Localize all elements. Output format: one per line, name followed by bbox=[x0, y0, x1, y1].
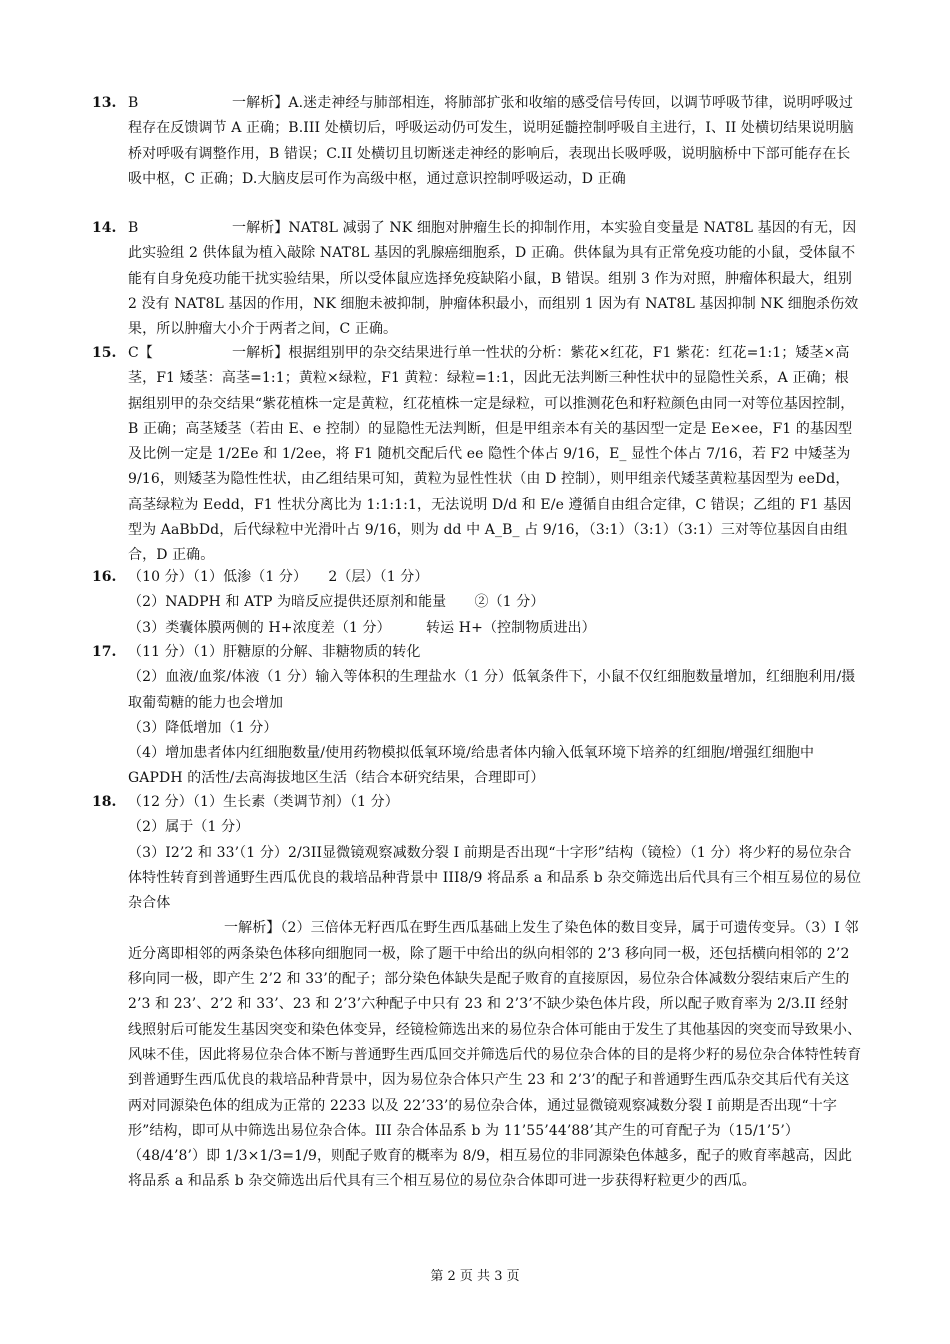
answer-line: （2）NADPH 和 ATP 为暗反应提供还原剂和能量 ②（1 分） bbox=[128, 594, 545, 611]
answer-text bbox=[128, 216, 862, 342]
answer-line: （3）I2’2 和 33’（1 分）2/3II显微镜观察减数分裂 I 前期是否出现“十字形”结构（镜检）（1 分）将少籽的易位杂合体特性转育到普通野生西瓜优良的栽培品种背景中 III8/9 将品系 a 和品系 b 杂交筛选出后代具有三个相互易位的易位杂合体 bbox=[128, 844, 862, 912]
question-number: 17. bbox=[92, 644, 117, 660]
answer-choice: B bbox=[128, 220, 139, 236]
question-15 bbox=[92, 341, 862, 569]
answer-line: （2）血液/血浆/体液（1 分）输入等体积的生理盐水（1 分）低氧条件下，小鼠不仅红细胞数量增加，红细胞利用/摄取葡萄糖的能力也会增加 bbox=[128, 669, 856, 711]
answer-line: （4）增加患者体内红细胞数量/使用药物模拟低氧环境/给患者体内输入低氧环境下培养的红细胞/增强红细胞中 GAPDH 的活性/去高海拔地区生活（结合本研究结果，合理即可） bbox=[128, 745, 815, 787]
answer-text bbox=[128, 341, 862, 569]
question-18 bbox=[92, 790, 862, 1195]
question-number: 16. bbox=[92, 569, 117, 585]
answer-text bbox=[128, 91, 862, 192]
answer-line: （3）降低增加（1 分） bbox=[128, 719, 278, 736]
explanation-text: 一解析】NAT8L 减弱了 NK 细胞对肿瘤生长的抑制作用，本实验自变量是 NAT8L 基因的有无，因此实验组 2 供体鼠为植入敲除 NAT8L 基因的乳腺癌细胞系，D 正确。供体鼠为具有正常免疫功能的小鼠，受体鼠不能有自身免疫功能干扰实验结果，所以受体鼠应选择免疫缺陷小鼠，B 错误。组别 3 作为对照，肿瘤体积最大，组别 2 没有 NAT8L 基因的作用，NK 细胞未被抑制，肿瘤体积最小，而组别 1 因为有 NAT8L 基因抑制 NK 细胞杀伤效果，所以肿瘤大小介于两者之间，C 正确。 bbox=[128, 220, 859, 338]
question-number: 13. bbox=[92, 95, 117, 111]
explanation-text bbox=[128, 916, 862, 1194]
question-body bbox=[128, 790, 862, 1195]
question-number: 15. bbox=[92, 345, 117, 361]
page-footer: 第 2 页 共 3 页 bbox=[430, 1269, 520, 1284]
answer-line: （10 分）（1）低渗（1 分） 2（层）（1 分） bbox=[128, 569, 429, 585]
question-number: 18. bbox=[92, 794, 117, 810]
explanation-text: 一解析】根据组别甲的杂交结果进行单一性状的分析：紫花×红花，F1 紫花：红花=1:1；矮茎×高茎，F1 矮茎：高茎=1:1；黄粒×绿粒，F1 黄粒：绿粒=1:1，因此无法判断三种性状中的显隐性关系，A 正确；根据组别甲的杂交结果“紫花植株一定是黄粒，红花植株一定是绿粒，可以推测花色和籽粒颜色由同一对等位基因控制，B 正确；高茎矮茎（若由 E、e 控制）的显隐性无法判断，但是甲组亲本有关的基因型一定是 Ee×ee，F1 的基因型及比例一定是 1/2Ee 和 1/2ee，将 F1 随机交配后代 ee 隐性个体占 9/16，E_ 显性个体占 7/16，若 F2 中矮茎为 9/16，则矮茎为隐性性状，由乙组结果可知，黄粒为显性性状（由 D 控制），则甲组亲代矮茎黄粒基因型为 eeDd，高茎绿粒为 Eedd，F1 性状分离比为 1:1:1:1，无法说明 D/d 和 E/e 遵循自由组合定律，C 错误；乙组的 F1 基因型为 AaBbDd，后代绿粒中光滑叶占 9/16，则为 dd 中 A_B_ 占 9/16，（3:1）（3:1）（3:1）三对等位基因自由组合，D 正确。 bbox=[128, 345, 855, 564]
question-number: 14. bbox=[92, 220, 117, 236]
question-body bbox=[128, 565, 862, 641]
question-16 bbox=[92, 565, 862, 641]
question-body bbox=[128, 640, 862, 792]
answer-line: （2）属于（1 分） bbox=[128, 819, 250, 836]
explanation-text-content: 一解析】（2）三倍体无籽西瓜在野生西瓜基础上发生了染色体的数目变异，属于可遗传变异。（3）I 邻近分离即相邻的两条染色体移向细胞同一极，除了题干中给出的纵向相邻的 2’3 移向同一极，还包括横向相邻的 2’2 移向同一极，即产生 2’2 和 33’的配子；部分染色体缺失是配子败育的直接原因，易位杂合体减数分裂结束后产生的 2’3 和 23’、2’2 和 33’、23 和 2’3’六种配子中只有 23 和 2’3’不缺少染色体片段，所以配子败育率为 2/3.II 经射线照射后可能发生基因突变和染色体变异，经镜检筛选出来的易位杂合体可能由于发生了其他基因的突变而导致果小、风味不佳，因此将易位杂合体不断与普通野生西瓜回交并筛选后代的易位杂合体的目的是将少籽的易位杂合体特性转育到普通野生西瓜优良的栽培品种背景中，因为易位杂合体只产生 23 和 2’3’的配子和普通野生西瓜杂交其后代有关这两对同源染色体的组成为正常的 2233 以及 22’33’的易位杂合体，通过显微镜观察减数分裂 I 前期是否出现“十字形”结构，即可从中筛选出易位杂合体。III 杂合体品系 b 为 11’55’44’88’其产生的可育配子为（15/1’5’）（48/4’8’）即 1/3×1/3=1/9，则配子败育的概率为 8/9，相互易位的非同源染色体越多，配子的败育率越高，因此将品系 a 和品系 b 杂交筛选出后代具有三个相互易位的易位杂合体即可进一步获得籽粒更少的西瓜。 bbox=[128, 920, 862, 1190]
question-17 bbox=[92, 640, 862, 792]
answer-line: （12 分）（1）生长素（类调节剂）（1 分） bbox=[128, 794, 399, 810]
answer-line: （3）类囊体膜两侧的 H+浓度差（1 分） 转运 H+（控制物质进出） bbox=[128, 619, 596, 636]
answer-choice: B bbox=[128, 95, 139, 111]
question-13 bbox=[92, 91, 862, 192]
question-body bbox=[128, 216, 862, 342]
question-body bbox=[128, 91, 862, 192]
question-14 bbox=[92, 216, 862, 342]
answer-choice: C【 bbox=[128, 345, 153, 361]
question-body bbox=[128, 341, 862, 569]
explanation-text: 一解析】A.迷走神经与肺部相连，将肺部扩张和收缩的感受信号传回，以调节呼吸节律，说明呼吸过程存在反馈调节 A 正确；B.III 处横切后，呼吸运动仍可发生，说明延髓控制呼吸自主进行，I、II 处横切结果说明脑桥对呼吸有调整作用，B 错误；C.II 处横切且切断迷走神经的影响后，表现出长吸呼吸，说明脑桥中下部可能存在长吸中枢，C 正确；D.大脑皮层可作为高级中枢，通过意识控制呼吸运动，D 正确 bbox=[128, 95, 854, 187]
answer-line: （11 分）（1）肝糖原的分解、非糖物质的转化 bbox=[128, 644, 421, 660]
